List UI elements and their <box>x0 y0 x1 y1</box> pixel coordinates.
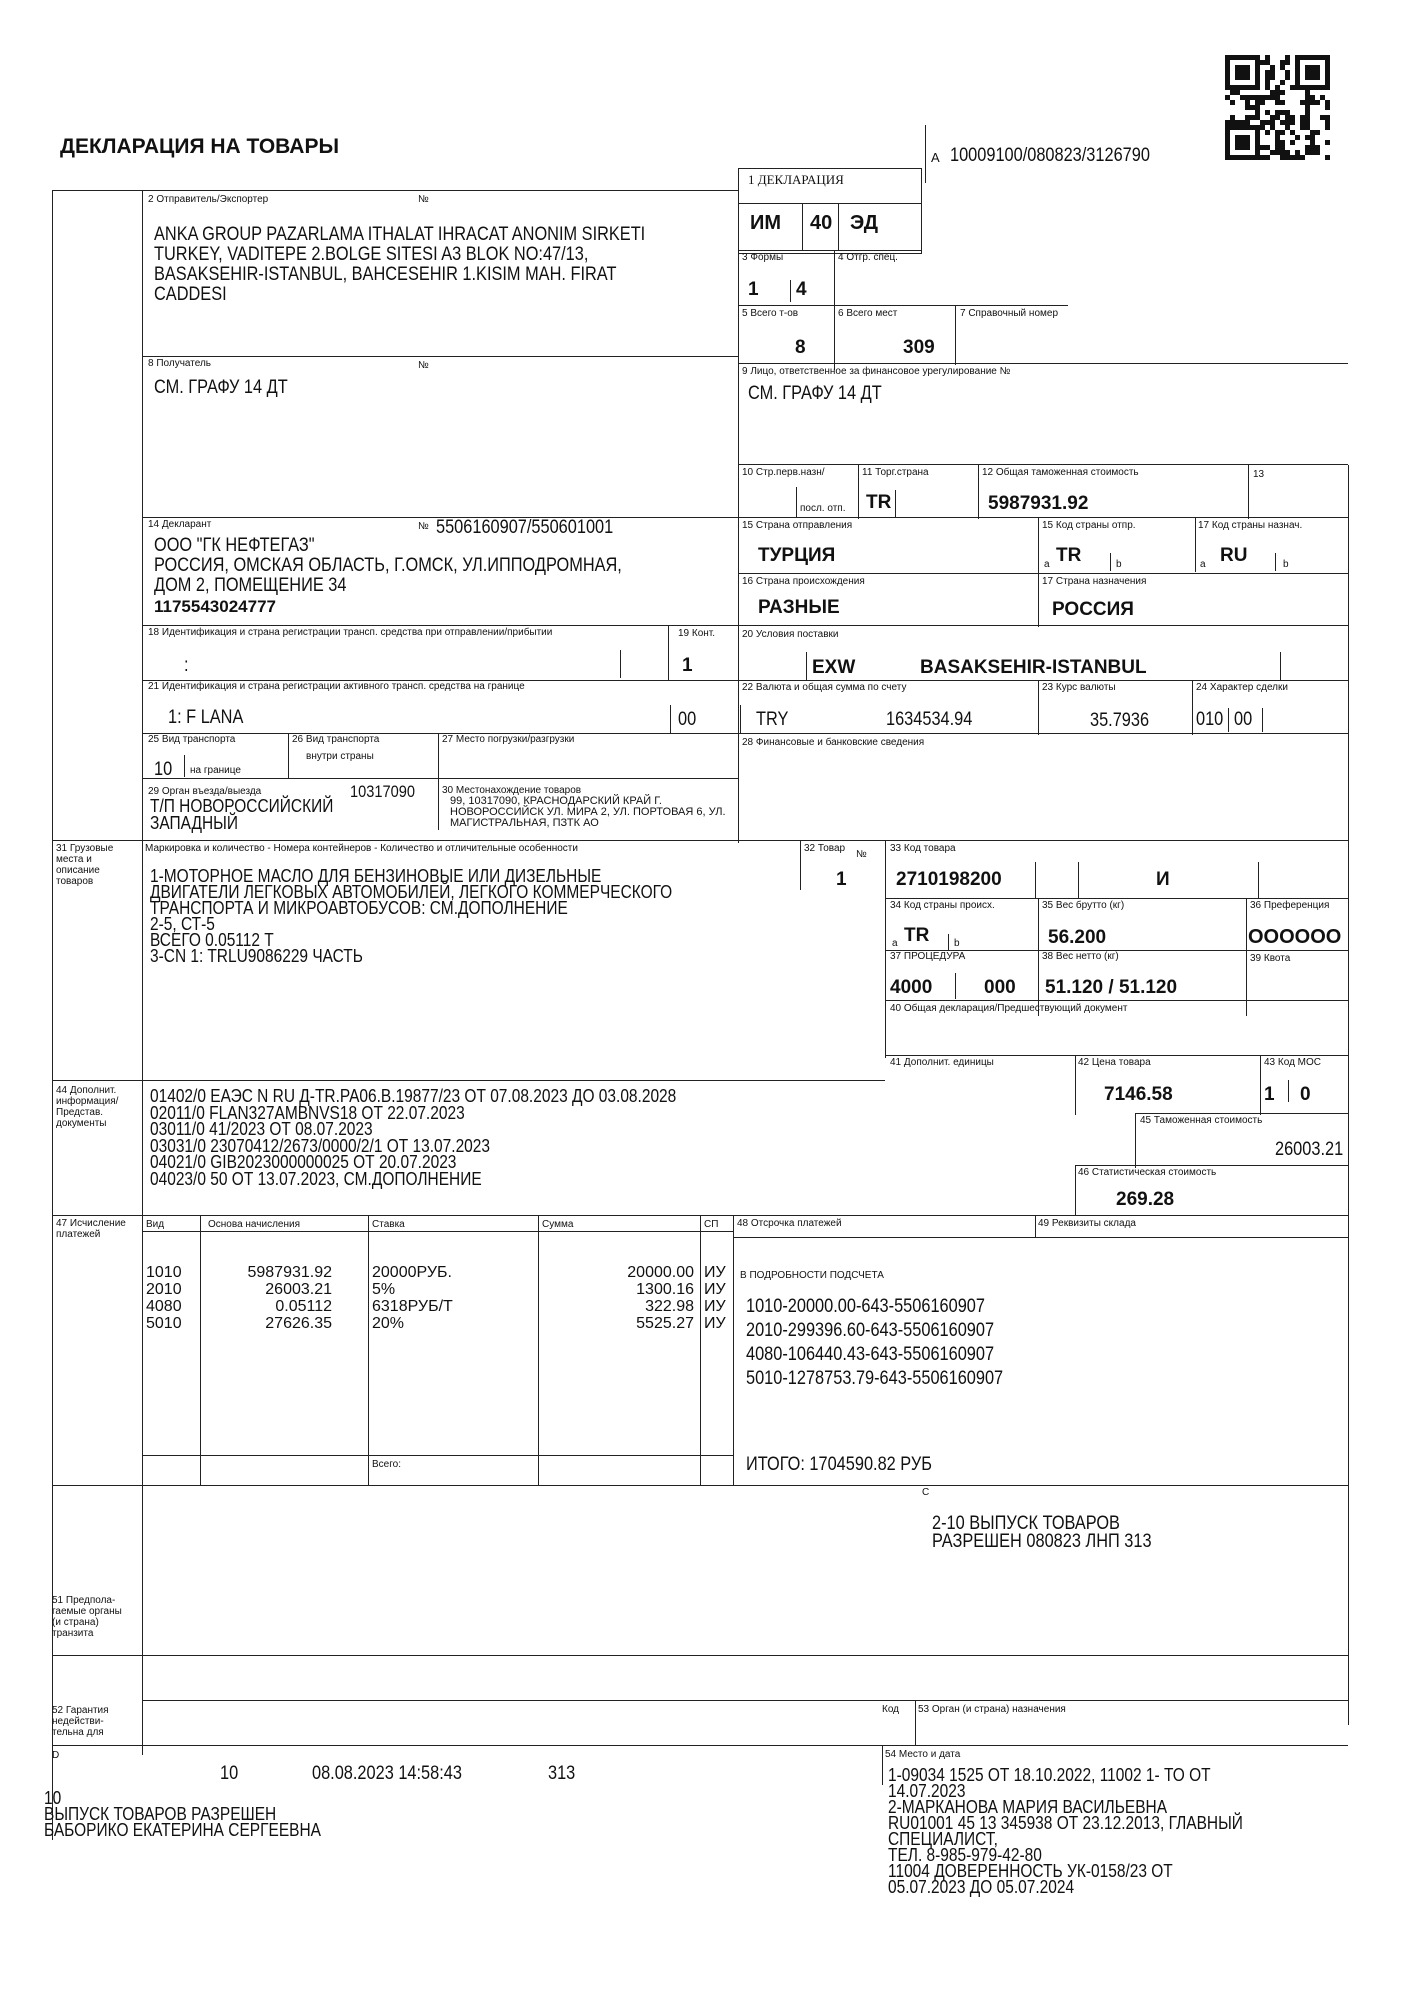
box-34-b: b <box>954 938 960 949</box>
registration-number: 10009100/080823/3126790 <box>950 145 1150 166</box>
payment-cell-rate: 6318РУБ/Т <box>372 1298 453 1315</box>
box-37-label: 37 ПРОЦЕДУРА <box>890 951 966 962</box>
box-34-label: 34 Код страны происх. <box>890 900 995 911</box>
statistical-value: 269.28 <box>1116 1189 1175 1210</box>
box-31-sublabel: Маркировка и количество - Номера контейнеров - Количество и отличительные особенности <box>145 843 578 854</box>
col-rate: Ставка <box>372 1219 405 1230</box>
item-price: 7146.58 <box>1104 1084 1173 1105</box>
box-15a-label: 15 Код страны отпр. <box>1042 520 1136 531</box>
detail-line-4: 5010-1278753.79-643-5506160907 <box>746 1368 1004 1389</box>
financial-person: СМ. ГРАФУ 14 ДТ <box>748 383 882 404</box>
declarant-inn: 5506160907/550601001 <box>436 517 614 538</box>
item-number: 1 <box>836 869 847 890</box>
box-22-label: 22 Валюта и общая сумма по счету <box>742 682 907 693</box>
container-flag: 1 <box>682 655 693 676</box>
qr-code <box>1225 55 1330 160</box>
payment-cell-sp: ИУ <box>704 1281 726 1298</box>
box-23-label: 23 Курс валюты <box>1042 682 1116 693</box>
payment-cell-sp: ИУ <box>704 1264 726 1281</box>
destination-country: РОССИЯ <box>1052 599 1134 620</box>
box-9-label: 9 Лицо, ответственное за финансовое урегулирование № <box>742 366 1011 377</box>
transport-border: 10 <box>154 759 173 780</box>
release-number: 313 <box>548 1763 576 1784</box>
box-15a-b: b <box>1116 559 1122 570</box>
mos-code-2: 0 <box>1300 1084 1311 1105</box>
payment-cell-base: 5987931.92 <box>247 1264 332 1281</box>
forms-1: 1 <box>748 279 759 300</box>
payment-cell-kind: 5010 <box>146 1315 182 1332</box>
box-21-label: 21 Идентификация и страна регистрации активного трансп. средства на границе <box>148 681 525 692</box>
total-places: 309 <box>903 337 935 358</box>
box-30-label: 30 Местонахождение товаров <box>442 785 582 796</box>
box-6-label: 6 Всего мест <box>838 308 898 319</box>
box-5-label: 5 Всего т-ов <box>742 308 799 319</box>
invoice-currency: TRY <box>756 709 789 730</box>
box-14-no: № <box>418 521 429 532</box>
payment-cell-sum: 20000.00 <box>627 1264 694 1281</box>
deal-type-1: 010 <box>1196 709 1224 730</box>
box-42-label: 42 Цена товара <box>1078 1057 1151 1068</box>
detail-line-2: 2010-299396.60-643-5506160907 <box>746 1320 995 1341</box>
exchange-rate: 35.7936 <box>1090 710 1150 731</box>
box-12-label: 12 Общая таможенная стоимость <box>982 467 1139 478</box>
forms-2: 4 <box>796 279 807 300</box>
payment-cell-sum: 1300.16 <box>636 1281 694 1298</box>
box-49-label: 49 Реквизиты склада <box>1038 1218 1136 1229</box>
exporter-details: ANKA GROUP PAZARLAMA ITHALAT IHRACAT ANONIM SIRKETI TURKEY, VADITEPE 2.BOLGE SITESI A3 BLOK NO:47/13, BASAKSEHIR-ISTANBUL, BAHCESEHIR 1.KISIM MAH. FIRAT CADDESI <box>154 224 646 305</box>
box-10-label: 10 Стр.перв.назн/ <box>742 467 825 478</box>
box-4-label: 4 Отгр. спец. <box>838 252 898 263</box>
box-2-label: 2 Отправитель/Экспортер <box>148 194 269 205</box>
box-c-label: C <box>922 1487 930 1498</box>
box-39-label: 39 Квота <box>1250 953 1291 964</box>
details-label: В ПОДРОБНОСТИ ПОДСЧЕТА <box>740 1270 884 1281</box>
col-kind: Вид <box>146 1219 165 1230</box>
customs-post-code: 10317090 <box>350 782 416 801</box>
net-weight: 51.120 / 51.120 <box>1045 977 1178 998</box>
payment-cell-sp: ИУ <box>704 1298 726 1315</box>
box-7-label: 7 Справочный номер <box>960 308 1059 319</box>
declarant-ogrn: 1175543024777 <box>154 597 276 616</box>
box-15a-a: a <box>1044 559 1050 570</box>
release-officer: 10 ВЫПУСК ТОВАРОВ РАЗРЕШЕН БАБОРИКО ЕКАТЕРИНА СЕРГЕЕВНА <box>44 1788 322 1840</box>
payment-cell-sum: 322.98 <box>645 1298 694 1315</box>
box-43-label: 43 Код МОС <box>1264 1057 1322 1068</box>
box-3-label: 3 Формы <box>742 252 784 263</box>
release-note: 2-10 ВЫПУСК ТОВАРОВ РАЗРЕШЕН 080823 ЛНП 313 <box>932 1513 1152 1552</box>
preference: ОООООО <box>1248 926 1342 948</box>
payment-cell-sum: 5525.27 <box>636 1315 694 1332</box>
box-51-label: 51 Предпола- гаемые органы (и страна) транзита <box>52 1595 122 1639</box>
box-19-label: 19 Конт. <box>678 628 716 639</box>
box-38-label: 38 Вес нетто (кг) <box>1042 951 1119 962</box>
box-53-label: 53 Орган (и страна) назначения <box>918 1704 1066 1715</box>
payments-total: ИТОГО: 1704590.82 РУБ <box>746 1454 932 1475</box>
payment-cell-kind: 2010 <box>146 1281 182 1298</box>
box-10-sub: посл. отп. <box>800 503 846 514</box>
box-25-label: 25 Вид транспорта <box>148 734 236 745</box>
col-sum: Сумма <box>542 1219 574 1230</box>
release-datetime: 08.08.2023 14:58:43 <box>312 1763 462 1784</box>
box-d-label: D <box>52 1750 60 1761</box>
procedure-code: 4000 <box>890 977 933 998</box>
document-title: ДЕКЛАРАЦИЯ НА ТОВАРЫ <box>60 135 340 158</box>
mos-code-1: 1 <box>1264 1084 1275 1105</box>
box-33-label: 33 Код товара <box>890 843 956 854</box>
total-label: Всего: <box>372 1459 401 1470</box>
box-28-label: 28 Финансовые и банковские сведения <box>742 737 925 748</box>
box-45-label: 45 Таможенная стоимость <box>1140 1115 1263 1126</box>
payment-cell-rate: 5% <box>372 1281 396 1298</box>
box-1-label: 1 ДЕКЛАРАЦИЯ <box>748 172 844 187</box>
box-1-ed: ЭД <box>850 212 878 234</box>
box-13-label: 13 <box>1253 469 1265 480</box>
box-11-label: 11 Торг.страна <box>862 467 929 478</box>
declarant-details: ООО "ГК НЕФТЕГАЗ" РОССИЯ, ОМСКАЯ ОБЛАСТЬ, Г.ОМСК, УЛ.ИППОДРОМНАЯ, ДОМ 2, ПОМЕЩЕНИЕ 34 <box>154 535 622 596</box>
supporting-documents: 01402/0 ЕАЭС N RU Д-TR.PA06.B.19877/23 ОТ 07.08.2023 ДО 03.08.2028 02011/0 FLAN327AMBNVS18 ОТ 22.07.2023 03011/0 41/2023 ОТ 08.07.2023 03031/0 23070412/2673/0000/2/1 ОТ 13.07.2023 04021/0 GIB2023000000025 ОТ 20.07.2023 04023/0 50 ОТ 13.07.2023, СМ.ДОПОЛНЕНИЕ <box>150 1086 677 1189</box>
box-54-label: 54 Место и дата <box>885 1749 961 1760</box>
customs-value-total: 5987931.92 <box>988 493 1089 514</box>
deal-type-2: 00 <box>1234 709 1253 730</box>
origin-country: РАЗНЫЕ <box>758 597 840 618</box>
goods-location: 99, 10317090, КРАСНОДАРСКИЙ КРАЙ Г. НОВОРОССИЙСК УЛ. МИРА 2, УЛ. ПОРТОВАЯ 6, УЛ. МАГИСТРАЛЬНАЯ, ПЗТК АО <box>450 795 726 829</box>
box-31-label: 31 Грузовые места и описание товаров <box>56 843 114 887</box>
customs-value: 26003.21 <box>1275 1139 1344 1160</box>
detail-line-1: 1010-20000.00-643-5506160907 <box>746 1296 985 1317</box>
active-transport-code: 00 <box>678 709 697 730</box>
goods-description: 1-МОТОРНОЕ МАСЛО ДЛЯ БЕНЗИНОВЫЕ ИЛИ ДИЗЕЛЬНЫЕ ДВИГАТЕЛИ ЛЕГКОВЫХ АВТОМОБИЛЕЙ, ЛЕГКОГО КОММЕРЧЕСКОГО ТРАНСПОРТА И МИКРОАВТОБУСОВ: СМ.ДОПОЛНЕНИЕ 2-5, СТ-5 ВСЕГО 0.05112 Т 3-CN 1: TRLU9086229 ЧАСТЬ <box>150 866 673 966</box>
box-34-a: a <box>892 938 898 949</box>
a-label: A <box>931 150 940 165</box>
box-18-label: 18 Идентификация и страна регистрации трансп. средства при отправлении/прибытии <box>148 627 553 638</box>
customs-post-name: Т/П НОВОРОССИЙСКИЙ ЗАПАДНЫЙ <box>150 796 334 833</box>
payment-cell-rate: 20000РУБ. <box>372 1264 452 1281</box>
box-14-label: 14 Декларант <box>148 519 212 530</box>
consignee: СМ. ГРАФУ 14 ДТ <box>154 377 288 398</box>
box-47-label: 47 Исчисление платежей <box>56 1218 126 1240</box>
box-17a-b: b <box>1283 559 1289 570</box>
origin-code: TR <box>904 925 930 946</box>
box-17-label: 17 Страна назначения <box>1042 576 1147 587</box>
box-15-label: 15 Страна отправления <box>742 520 853 531</box>
box-35-label: 35 Вес брутто (кг) <box>1042 900 1125 911</box>
detail-line-3: 4080-106440.43-643-5506160907 <box>746 1344 995 1365</box>
box-27-label: 27 Место погрузки/разгрузки <box>442 734 575 745</box>
box-32-no: № <box>856 849 867 860</box>
delivery-place: BASAKSEHIR-ISTANBUL <box>920 657 1147 678</box>
release-code: 10 <box>220 1763 239 1784</box>
gross-weight: 56.200 <box>1048 927 1107 948</box>
total-goods: 8 <box>795 337 806 358</box>
box-26-sub: внутри страны <box>306 751 374 762</box>
box-53-code: Код <box>882 1704 900 1715</box>
box-41-label: 41 Дополнит. единицы <box>890 1057 994 1068</box>
dispatch-country-code: TR <box>1056 545 1082 566</box>
payment-cell-rate: 20% <box>372 1315 405 1332</box>
trade-country: TR <box>866 492 892 513</box>
box-17a-label: 17 Код страны назнач. <box>1198 520 1303 531</box>
box-40-label: 40 Общая декларация/Предшествующий документ <box>890 1003 1128 1014</box>
active-transport: 1: F LANA <box>168 707 244 728</box>
col-sp: СП <box>704 1219 719 1230</box>
box-26-label: 26 Вид транспорта <box>292 734 380 745</box>
box-16-label: 16 Страна происхождения <box>742 576 865 587</box>
box-44-label: 44 Дополнит. информация/ Представ. документы <box>56 1085 119 1129</box>
box-25-sub: на границе <box>190 765 241 776</box>
incoterms: EXW <box>812 657 856 678</box>
payment-cell-base: 26003.21 <box>265 1281 332 1298</box>
transport-id: : <box>184 655 189 676</box>
hs-code-flag: И <box>1156 869 1170 890</box>
payment-cell-kind: 4080 <box>146 1298 182 1315</box>
box-29-label: 29 Орган въезда/выезда <box>148 786 262 797</box>
box-17a-a: a <box>1200 559 1206 570</box>
col-base: Основа начисления <box>208 1219 300 1230</box>
box-2-no: № <box>418 194 429 205</box>
payment-cell-base: 0.05112 <box>275 1298 332 1315</box>
place-and-date: 1-09034 1525 ОТ 18.10.2022, 11002 1- ТО ОТ 14.07.2023 2-МАРКАНОВА МАРИЯ ВАСИЛЬЕВНА RU01001 45 13 345938 ОТ 23.12.2013, ГЛАВНЫЙ СПЕЦИАЛИСТ, ТЕЛ. 8-985-979-42-80 11004 ДОВЕРЕННОСТЬ УК-0158/23 ОТ 05.07.2023 ДО 05.07.2024 <box>888 1765 1243 1897</box>
box-8-label: 8 Получатель <box>148 358 211 369</box>
destination-country-code: RU <box>1220 545 1248 566</box>
box-8-no: № <box>418 360 429 371</box>
box-24-label: 24 Характер сделки <box>1196 682 1288 693</box>
hs-code: 2710198200 <box>896 869 1002 890</box>
box-36-label: 36 Преференция <box>1250 900 1330 911</box>
procedure-sub: 000 <box>984 977 1016 998</box>
box-20-label: 20 Условия поставки <box>742 629 839 640</box>
payment-cell-base: 27626.35 <box>265 1315 332 1332</box>
box-48-label: 48 Отсрочка платежей <box>737 1218 842 1229</box>
box-1-type: ИМ <box>750 212 782 234</box>
dispatch-country: ТУРЦИЯ <box>758 545 836 566</box>
invoice-amount: 1634534.94 <box>886 709 973 730</box>
box-46-label: 46 Статистическая стоимость <box>1078 1167 1217 1178</box>
payment-cell-kind: 1010 <box>146 1264 182 1281</box>
box-52-label: 52 Гарантия недействи- тельна для <box>52 1705 109 1738</box>
payment-cell-sp: ИУ <box>704 1315 726 1332</box>
box-32-label: 32 Товар <box>804 843 846 854</box>
box-1-code: 40 <box>810 212 833 234</box>
